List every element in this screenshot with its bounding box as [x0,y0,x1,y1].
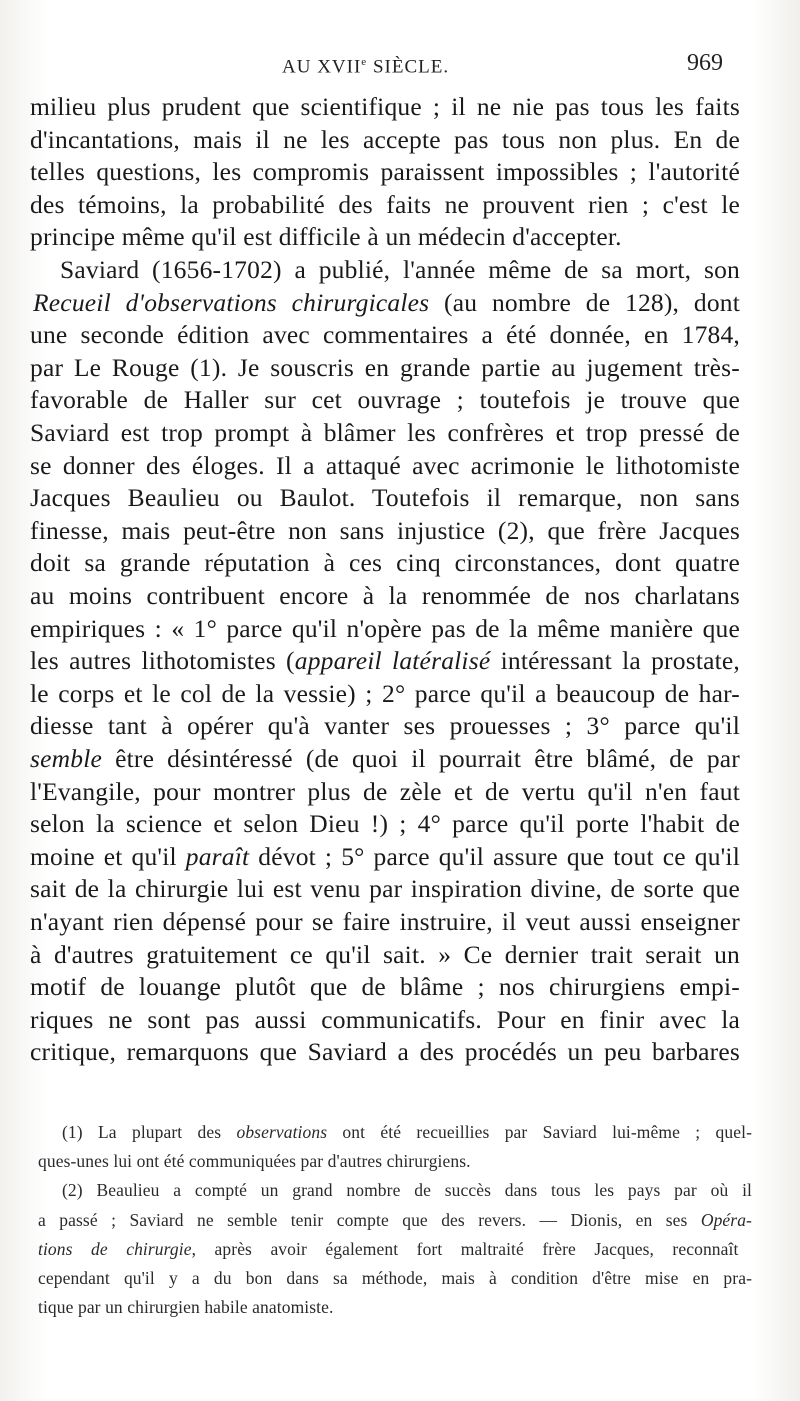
footnote-text: a passé ; Saviard ne semble tenir compte que des revers. — Dionis, en ses [38,1209,701,1230]
body-text: moine et qu'il [30,841,186,871]
body-line [30,1005,740,1035]
body-text: principe même qu'il est difficile à un médecin d'accepter. [30,222,622,252]
body-text: les autres lithotomistes ( [30,646,295,676]
body-italic-text: appareil latéralisé [294,646,491,676]
running-title-end: SIÈCLE. [367,56,450,78]
body-line [30,451,740,481]
body-text: empiriques : « 1° parce qu'il n'opère pas de la même manière que [30,613,740,643]
body-text: motif de louange plutôt que de blâme ; nos chirurgiens empi- [30,972,740,1002]
footnote-line [38,1239,738,1260]
footnote-text: (2) Beaulieu a compté un grand nombre de succès dans tous les pays par où il [62,1180,752,1201]
body-text: des témoins, la probabilité des faits ne prouvent rien ; c'est le [30,189,740,219]
footnote-text: (1) La plupart des [62,1122,237,1142]
page-number: 969 [687,50,723,76]
footnote-italic-text: tions de chirurgie [38,1238,192,1259]
body-line [30,842,740,872]
body-line [30,92,740,122]
page-header [0,50,800,90]
footnote-line [38,1151,471,1172]
footnote-italic-text: observations [236,1122,328,1142]
body-line [30,744,740,774]
body-text: d'incantations, mais il ne les accepte pas tous non plus. En de [30,124,740,154]
body-text: le corps et le col de la vessie) ; 2° parce qu'il a beaucoup de har- [30,678,740,708]
footnote-line [62,1122,752,1143]
body-text: Jacques Beaulieu ou Baulot. Toutefois il remarque, non sans [30,483,740,513]
body-text: Saviard est trop prompt à blâmer les confrères et trop pressé de [30,418,740,447]
body-text: à d'autres gratuitement ce qu'il sait. » Ce dernier trait serait un [30,939,740,969]
body-line [30,581,740,611]
body-line [30,972,740,1002]
body-line [30,222,622,252]
body-text: dévot ; 5° parce qu'il assure que tout ce qu'il [249,841,741,871]
body-text: sait de la chirurgie lui est venu par inspiration divine, de sorte que [30,874,740,904]
footnote-text: ques-unes lui ont été communiquées par d'autres chirurgiens. [38,1151,471,1172]
body-text: selon la science et selon Dieu !) ; 4° parce qu'il porte l'habit de [30,809,740,839]
body-text: par Le Rouge (1). Je souscris en grande partie au jugement très- [30,352,740,382]
body-line [30,125,740,155]
footnote-line [62,1180,752,1201]
body-line [30,874,740,904]
body-line [30,320,740,350]
body-line [30,418,740,448]
body-text: Saviard (1656-1702) a publié, l'année même de sa mort, son [60,255,740,284]
body-line [30,940,740,970]
running-title-main: AU XVII [282,56,362,78]
footnote-text: cependant qu'il y a du bon dans sa méthode, mais à condition d'être mise en pra- [38,1268,752,1288]
footnote-text: tique par un chirurgien habile anatomiste. [38,1297,334,1318]
body-line [30,809,740,839]
body-line [30,385,740,415]
body-text: n'ayant rien dépensé pour se faire instruire, il veut aussi enseigner [30,907,740,936]
body-text: l'Evangile, pour montrer plus de zèle et de vertu qu'il n'en faut [30,776,740,806]
body-italic-text: semble [30,744,103,773]
body-line [30,646,740,676]
body-line [33,288,740,318]
body-text: se donner des éloges. Il a attaqué avec acrimonie le lithotomiste [30,450,740,480]
body-line [30,483,740,513]
body-text: être désintéressé (de quoi il pourrait être blâmé, de par [102,744,740,773]
body-text: (au nombre de 128), dont [429,287,740,317]
body-line [30,190,740,220]
body-text: finesse, mais peut-être non sans injustice (2), que frère Jacques [30,515,740,545]
body-line [30,1037,740,1067]
running-title [282,56,449,78]
body-text: riques ne sont pas aussi communicatifs. Pour en finir avec la [30,1004,740,1034]
body-text: telles questions, les compromis paraissent impossibles ; l'autorité [30,157,740,187]
footnote-text: , après avoir également fort maltraité frère Jacques, reconnaît [191,1238,739,1259]
body-text: intéressant la prostate, [490,646,741,676]
footnote-italic-text: Opéra- [700,1209,752,1230]
body-line [30,353,740,383]
footnote-line [38,1297,333,1318]
body-italic-text: Recueil d'observations chirurgicales [33,287,430,317]
body-line [60,255,740,285]
body-text: favorable de Haller sur cet ouvrage ; toutefois je trouve que [30,385,740,415]
body-line [30,516,740,546]
body-line [30,614,740,644]
body-line [30,711,740,741]
body-line [30,777,740,807]
footnote-line [38,1210,752,1231]
body-line [30,907,740,937]
running-title-superscript: e [361,56,368,68]
footnote-line [38,1268,752,1289]
body-text: doit sa grande réputation à ces cinq circonstances, dont quatre [30,548,740,578]
body-text: une seconde édition avec commentaires a été donnée, en 1784, [30,320,740,350]
body-line [30,548,740,578]
body-italic-text: paraît [185,841,250,871]
footnote-text: ont été recueillies par Saviard lui-même ; quel- [327,1122,752,1142]
body-line [30,157,740,187]
body-text: milieu plus prudent que scientifique ; il ne nie pas tous les faits [30,92,740,121]
body-text: critique, remarquons que Saviard a des procédés un peu barbares [30,1037,740,1067]
body-text: diesse tant à opérer qu'à vanter ses prouesses ; 3° parce qu'il [30,711,740,741]
body-text: au moins contribuent encore à la renommée de nos charlatans [30,581,740,610]
body-line [30,679,740,709]
